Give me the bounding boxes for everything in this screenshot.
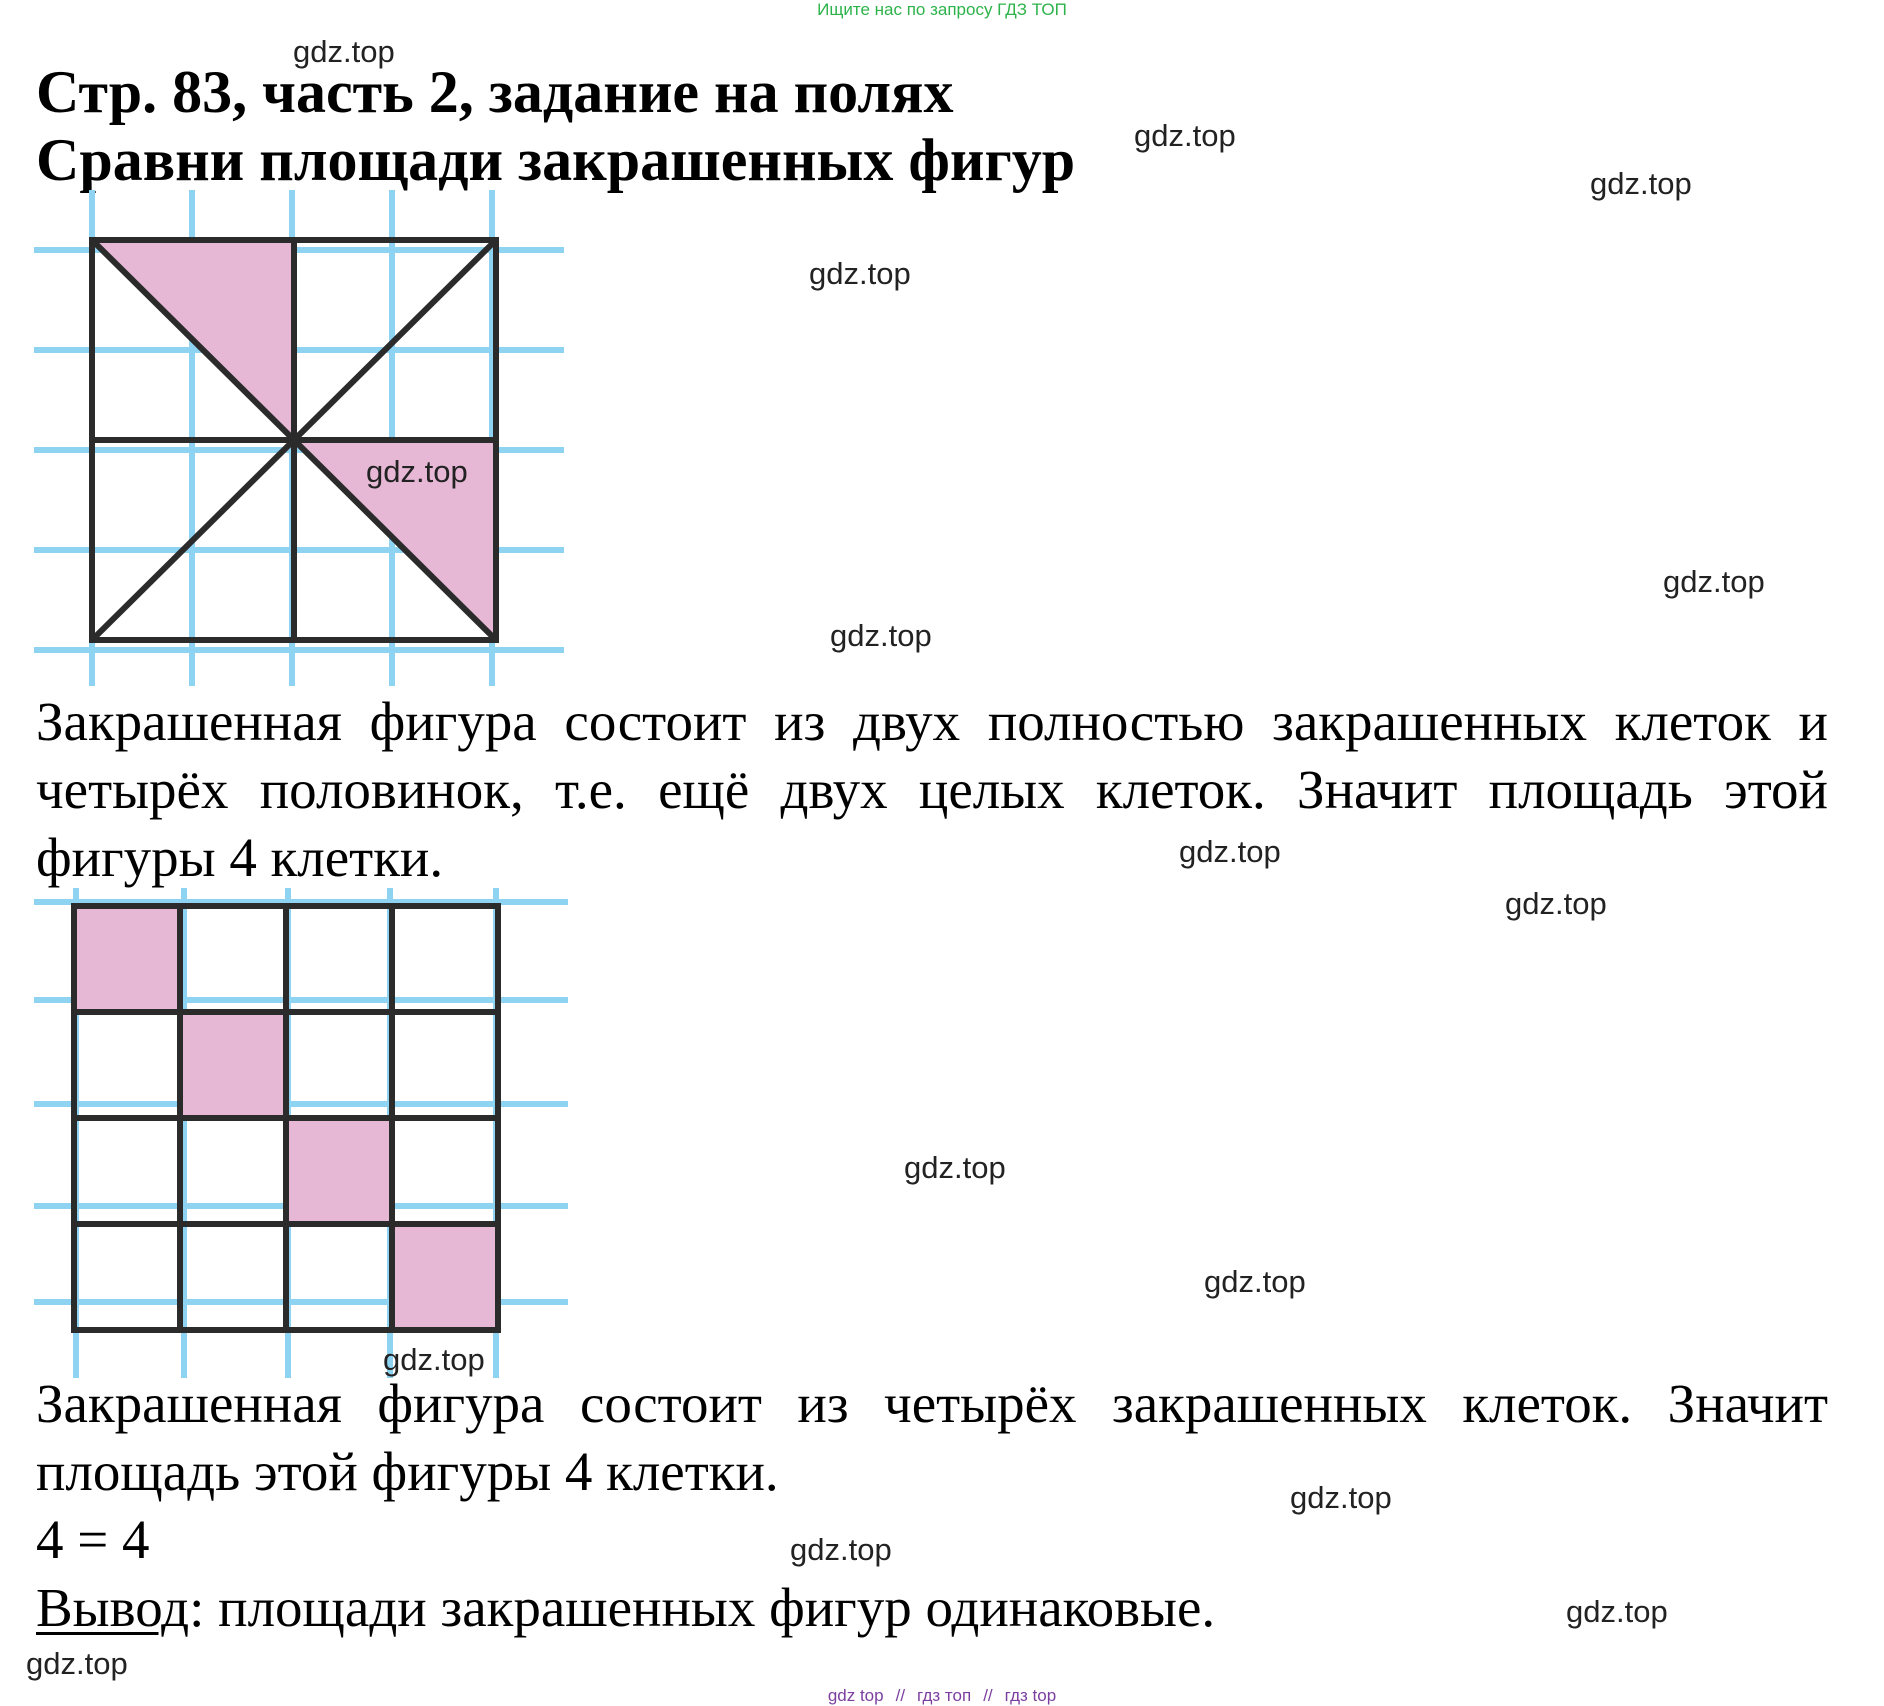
watermark: gdz.top (1179, 834, 1281, 869)
watermark: gdz.top (1290, 1480, 1392, 1515)
explanation-figure-2: Закрашенная фигура состоит из четырёх закрашенных клеток. Значит площадь этой фигуры 4 клетки. (36, 1373, 1828, 1502)
task-heading: Сравни площади закрашенных фигур (36, 127, 1076, 193)
watermark: gdz.top (366, 454, 468, 489)
shaded-cell-1 (74, 906, 180, 1012)
shaded-cell-2 (180, 1012, 286, 1118)
shaded-cell-3 (286, 1118, 392, 1224)
conclusion-text: : площади закрашенных фигур одинаковые. (189, 1577, 1216, 1638)
conclusion (36, 1574, 1215, 1642)
footer-link[interactable]: гдз топ (917, 1686, 972, 1705)
footer-link[interactable]: gdz top (827, 1686, 884, 1705)
watermark: gdz.top (1566, 1594, 1668, 1629)
watermark: gdz.top (1505, 886, 1607, 921)
conclusion-label: Вывод (36, 1577, 190, 1638)
top-banner[interactable]: Ищите нас по запросу ГДЗ ТОП (817, 0, 1067, 19)
figure-diagonals (34, 190, 564, 686)
watermark: gdz.top (1663, 564, 1765, 599)
watermark: gdz.top (1134, 118, 1236, 153)
watermark: gdz.top (790, 1532, 892, 1567)
footer-links (0, 1686, 1884, 1706)
equation: 4 = 4 (36, 1509, 150, 1570)
watermark: gdz.top (293, 34, 395, 69)
footer-separator: // (983, 1686, 993, 1705)
watermark: gdz.top (26, 1646, 128, 1681)
watermark: gdz.top (383, 1342, 485, 1377)
shaded-cell-4 (392, 1224, 498, 1330)
figure-outline (92, 240, 496, 640)
watermark: gdz.top (1204, 1264, 1306, 1299)
footer-separator: // (895, 1686, 906, 1705)
explanation-figure-1: Закрашенная фигура состоит из двух полностью закрашенных клеток и четырёх половинок, т.е. ещё двух целых клеток. Значит площадь этой фигуры 4 клетки. (36, 691, 1828, 888)
watermark: gdz.top (1590, 166, 1692, 201)
page-title: Стр. 83, часть 2, задание на полях (36, 59, 954, 125)
watermark: gdz.top (809, 256, 911, 291)
watermark: gdz.top (830, 618, 932, 653)
footer-link[interactable]: гдз top (1004, 1686, 1057, 1705)
figure-cells (34, 888, 568, 1378)
watermark: gdz.top (904, 1150, 1006, 1185)
